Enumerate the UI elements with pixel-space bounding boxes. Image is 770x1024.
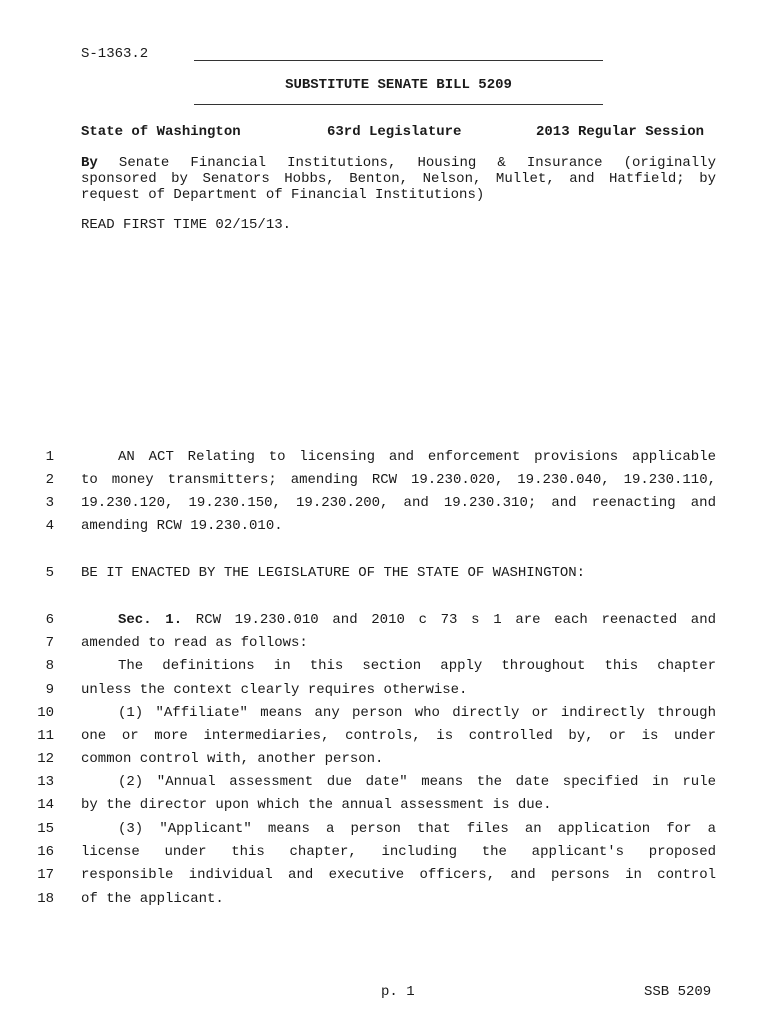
sponsor-text: Senate Financial Institutions, Housing & Insurance (originally <box>97 155 716 171</box>
bill-title: SUBSTITUTE SENATE BILL 5209 <box>285 77 512 93</box>
by-label: By <box>81 155 98 171</box>
state-name: State of Washington <box>81 124 241 140</box>
line-number: 13 <box>37 774 54 790</box>
sponsor-line: sponsored by Senators Hobbs, Benton, Nelson, Mullet, and Hatfield; by <box>81 171 716 187</box>
body-line: 19.230.120, 19.230.150, 19.230.200, and 19.230.310; and reenacting and <box>81 495 716 511</box>
line-number: 14 <box>37 797 54 813</box>
body-line: of the applicant. <box>81 891 224 907</box>
body-line: (3) "Applicant" means a person that files an application for a <box>118 821 716 837</box>
line-number: 8 <box>45 658 54 674</box>
body-line: by the director upon which the annual assessment is due. <box>81 797 552 813</box>
sponsor-block <box>81 155 716 203</box>
line-number: 6 <box>45 612 54 628</box>
line-number: 4 <box>45 518 54 534</box>
line-number: 5 <box>45 565 54 581</box>
line-number: 9 <box>45 682 54 698</box>
line-number: 2 <box>45 472 54 488</box>
body-line: amended to read as follows: <box>81 635 308 651</box>
session: 2013 Regular Session <box>536 124 705 140</box>
line-number: 16 <box>37 844 54 860</box>
line-number: 15 <box>37 821 54 837</box>
body-line: responsible individual and executive officers, and persons in control <box>81 867 716 883</box>
line-number: 18 <box>37 891 54 907</box>
body-line: amending RCW 19.230.010. <box>81 518 283 534</box>
body-line: The definitions in this section apply throughout this chapter <box>118 658 716 674</box>
line-number: 7 <box>45 635 54 651</box>
line-number: 12 <box>37 751 54 767</box>
body-line: common control with, another person. <box>81 751 384 767</box>
header-rule-bottom <box>194 104 603 105</box>
body-line: one or more intermediaries, controls, is controlled by, or is under <box>81 728 716 744</box>
sponsor-line: request of Department of Financial Institutions) <box>81 187 485 203</box>
legislature: 63rd Legislature <box>327 124 462 140</box>
section-label: Sec. 1. <box>118 612 183 628</box>
enacting-clause: BE IT ENACTED BY THE LEGISLATURE OF THE STATE OF WASHINGTON: <box>81 565 586 581</box>
read-first-time: READ FIRST TIME 02/15/13. <box>81 217 292 233</box>
body-line: unless the context clearly requires otherwise. <box>81 682 468 698</box>
line-number: 3 <box>45 495 54 511</box>
body-line: (2) "Annual assessment due date" means the date specified in rule <box>118 774 716 790</box>
line-number: 17 <box>37 867 54 883</box>
page-number: p. 1 <box>381 984 415 1000</box>
footer-bill-code: SSB 5209 <box>644 984 712 1000</box>
header-rule-top <box>194 60 603 61</box>
section-heading-line <box>81 612 716 628</box>
document-code: S-1363.2 <box>81 46 149 62</box>
line-number: 1 <box>45 449 54 465</box>
body-line: (1) "Affiliate" means any person who directly or indirectly through <box>118 705 716 721</box>
body-line: license under this chapter, including the applicant's proposed <box>81 844 716 860</box>
body-line: AN ACT Relating to licensing and enforcement provisions applicable <box>118 449 716 465</box>
line-number: 11 <box>37 728 54 744</box>
sponsor-line <box>81 155 716 171</box>
line-number: 10 <box>37 705 54 721</box>
body-line-text: RCW 19.230.010 and 2010 c 73 s 1 are each reenacted and <box>182 612 717 628</box>
body-line: to money transmitters; amending RCW 19.230.020, 19.230.040, 19.230.110, <box>81 472 716 488</box>
